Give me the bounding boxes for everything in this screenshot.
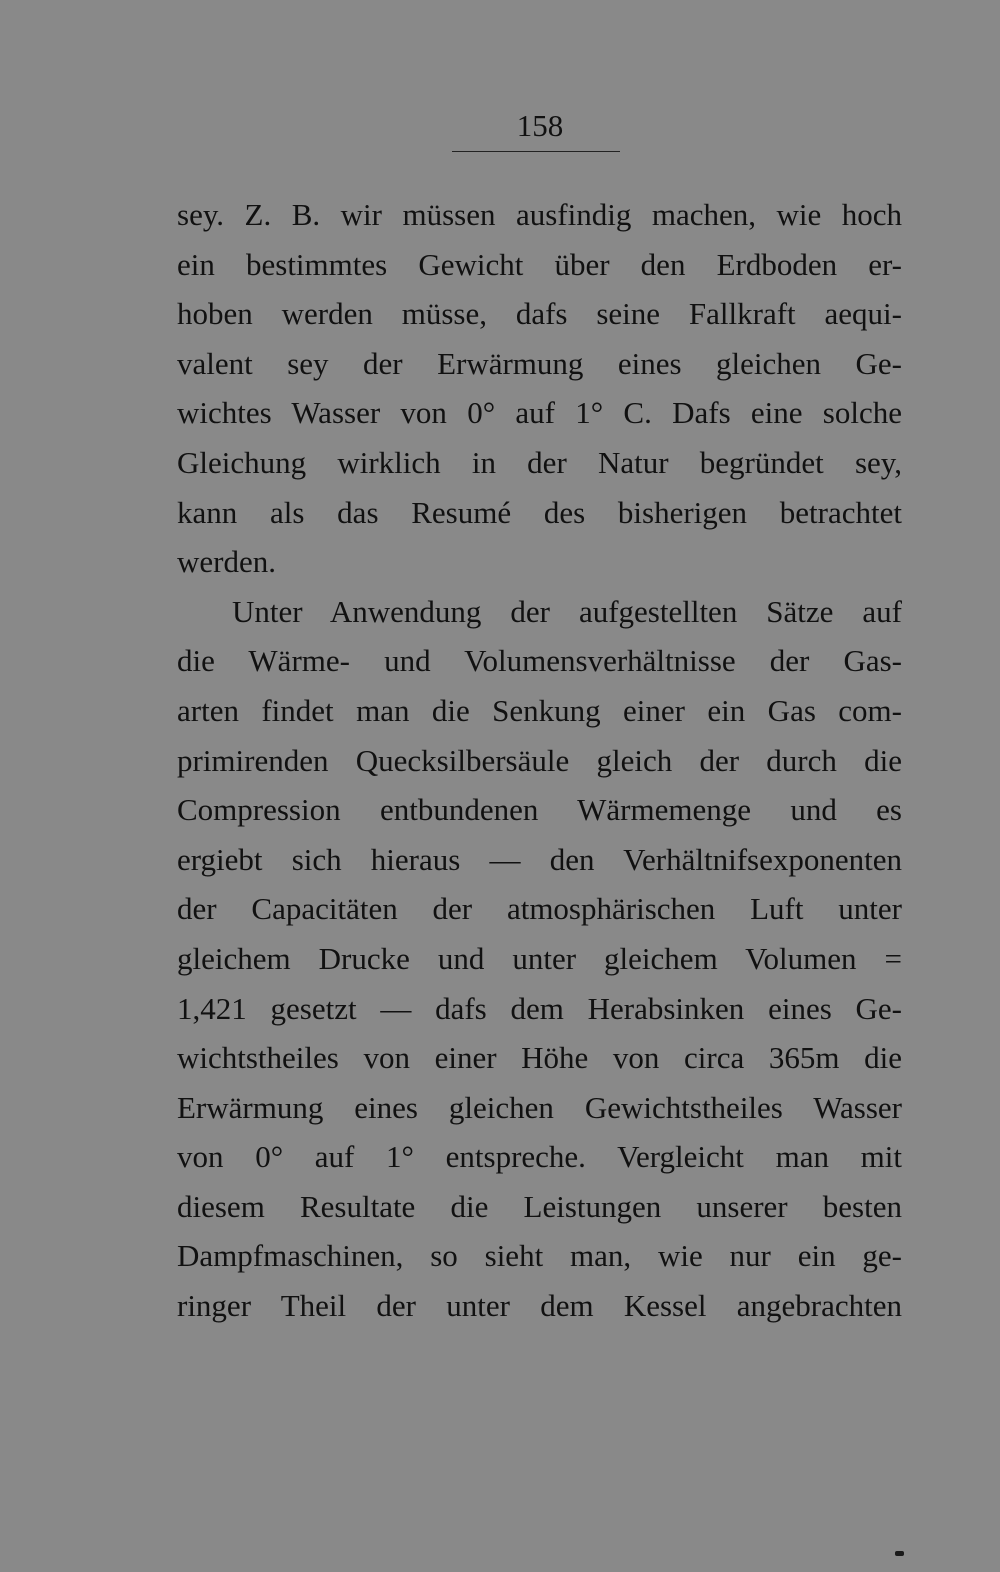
body-text xyxy=(177,190,902,1331)
text-line: wichtes Wasser von 0° auf 1° C. Dafs eine solche xyxy=(177,395,902,431)
text-line: Erwärmung eines gleichen Gewichtstheiles Wasser xyxy=(177,1089,902,1125)
text-line: Gleichung wirklich in der Natur begründet sey, xyxy=(177,444,902,480)
print-speck xyxy=(895,1551,904,1556)
text-line: valent sey der Erwärmung eines gleichen Ge- xyxy=(177,345,902,381)
text-line: ringer Theil der unter dem Kessel angebrachten xyxy=(177,1288,902,1324)
text-line: wichtstheiles von einer Höhe von circa 365m die xyxy=(177,1040,902,1076)
text-line: primirenden Quecksilbersäule gleich der durch die xyxy=(177,742,902,778)
text-line: Dampfmaschinen, so sieht man, wie nur ein ge- xyxy=(177,1238,902,1274)
text-line: ein bestimmtes Gewicht über den Erdboden er- xyxy=(177,246,902,282)
text-line: ergiebt sich hieraus — den Verhältnifsexponenten xyxy=(177,841,902,877)
text-line: 1,421 gesetzt — dafs dem Herabsinken eines Ge- xyxy=(177,990,902,1026)
text-line: hoben werden müsse, dafs seine Fallkraft aequi- xyxy=(177,296,902,332)
page-number: 158 xyxy=(516,108,564,143)
text-line: kann als das Resumé des bisherigen betrachtet xyxy=(177,494,902,530)
text-line: gleichem Drucke und unter gleichem Volumen = xyxy=(177,940,902,976)
text-line: diesem Resultate die Leistungen unserer besten xyxy=(177,1188,902,1224)
text-line: von 0° auf 1° entspreche. Vergleicht man mit xyxy=(177,1139,902,1175)
text-line: die Wärme- und Volumensverhältnisse der Gas- xyxy=(177,643,902,679)
text-line: arten findet man die Senkung einer ein Gas com- xyxy=(177,692,902,728)
text-line: werden. xyxy=(177,544,276,580)
text-line: der Capacitäten der atmosphärischen Luft unter xyxy=(177,891,902,927)
text-line: sey. Z. B. wir müssen ausfindig machen, wie hoch xyxy=(177,197,902,232)
text-line: Unter Anwendung der aufgestellten Sätze auf xyxy=(232,593,902,629)
text-line: Compression entbundenen Wärmemenge und es xyxy=(177,792,902,828)
header-rule xyxy=(452,151,620,152)
